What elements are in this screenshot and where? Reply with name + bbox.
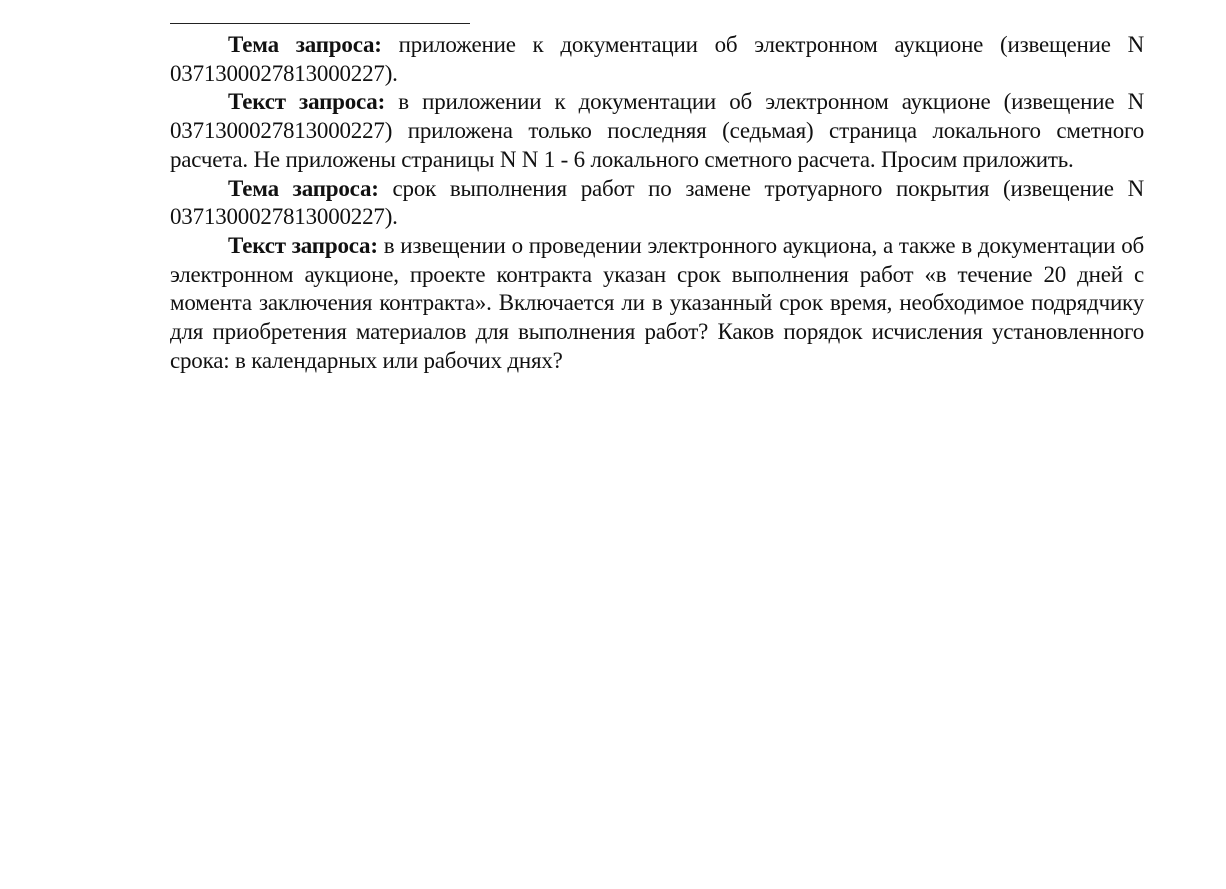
request-text-1: [170, 88, 1144, 174]
request-text-body: в приложении к документации об электронном аукционе (извещение N 0371300027813000227) приложена только последняя (седьмая) страница локального сметного расчета. Не приложены страницы N N 1 - 6 локального сметного расчета. Просим приложить.: [170, 89, 1144, 172]
request-text-label: Текст запроса:: [228, 89, 386, 115]
request-text-2: [170, 232, 1144, 376]
request-text-label: Текст запроса:: [228, 232, 378, 258]
heading-underline: [170, 23, 470, 24]
request-topic-text: приложение к документации об электронном аукционе (извещение N 0371300027813000227).: [170, 32, 1144, 86]
request-topic-text: срок выполнения работ по замене тротуарного покрытия (извещение N 0371300027813000227).: [170, 175, 1144, 230]
request-text-body: в извещении о проведении электронного аукциона, а также в документации об электронном аукционе, проекте контракта указан срок выполнения работ «в течение 20 дней с момента заключения контракта». Включается ли в указанный срок время, необходимое подрядчику для приобретения материалов для выполнения работ? Каков порядок исчисления установленного срока: в календарных или рабочих днях?: [170, 232, 1144, 373]
document-body: [170, 31, 1144, 375]
request-topic-1: [170, 31, 1144, 88]
request-topic-2: [170, 175, 1144, 232]
request-topic-label: Тема запроса:: [228, 32, 382, 57]
request-topic-label: Тема запроса:: [228, 175, 379, 201]
